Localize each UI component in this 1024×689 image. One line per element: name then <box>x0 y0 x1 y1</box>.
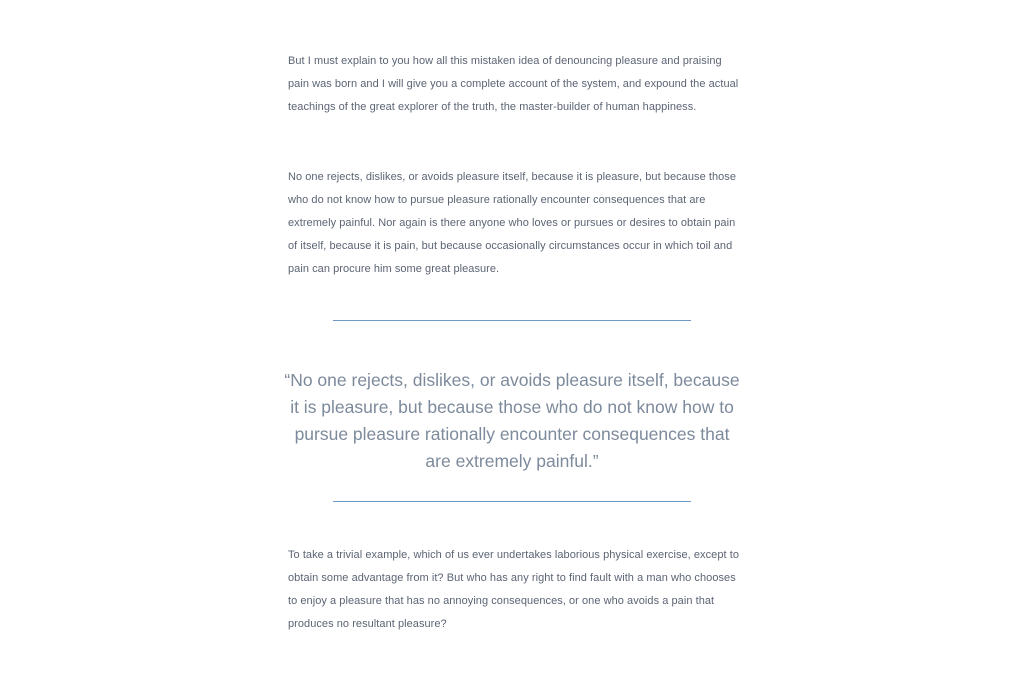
paragraph-third: To take a trivial example, which of us ever undertakes laborious physical exercise, except to obtain some advantage from it? But who has any right to find fault with a man who chooses to enjoy a pleasure that has no annoying consequences, or one who avoids a pain that produces no resultant pleasure? <box>288 549 739 630</box>
quote-divider-bottom <box>333 501 691 502</box>
pull-quote: “No one rejects, dislikes, or avoids pleasure itself, because it is pleasure, but because those who do not know how to pursue pleasure rationally encounter consequences that are extremely painful.” <box>284 370 740 471</box>
paragraph-intro: But I must explain to you how all this mistaken idea of denouncing pleasure and praising pain was born and I will give you a complete account of the system, and expound the actual teachings of the great explorer of the truth, the master-builder of human happiness. <box>288 55 739 113</box>
paragraph-second: No one rejects, dislikes, or avoids pleasure itself, because it is pleasure, but because those who do not know how to pursue pleasure rationally encounter consequences that are extremely painful. Nor again is there anyone who loves or pursues or desires to obtain pain of itself, because it is pain, but because occasionally circumstances occur in which toil and pain can procure him some great pleasure. <box>288 171 736 275</box>
quote-divider-top <box>333 320 691 321</box>
